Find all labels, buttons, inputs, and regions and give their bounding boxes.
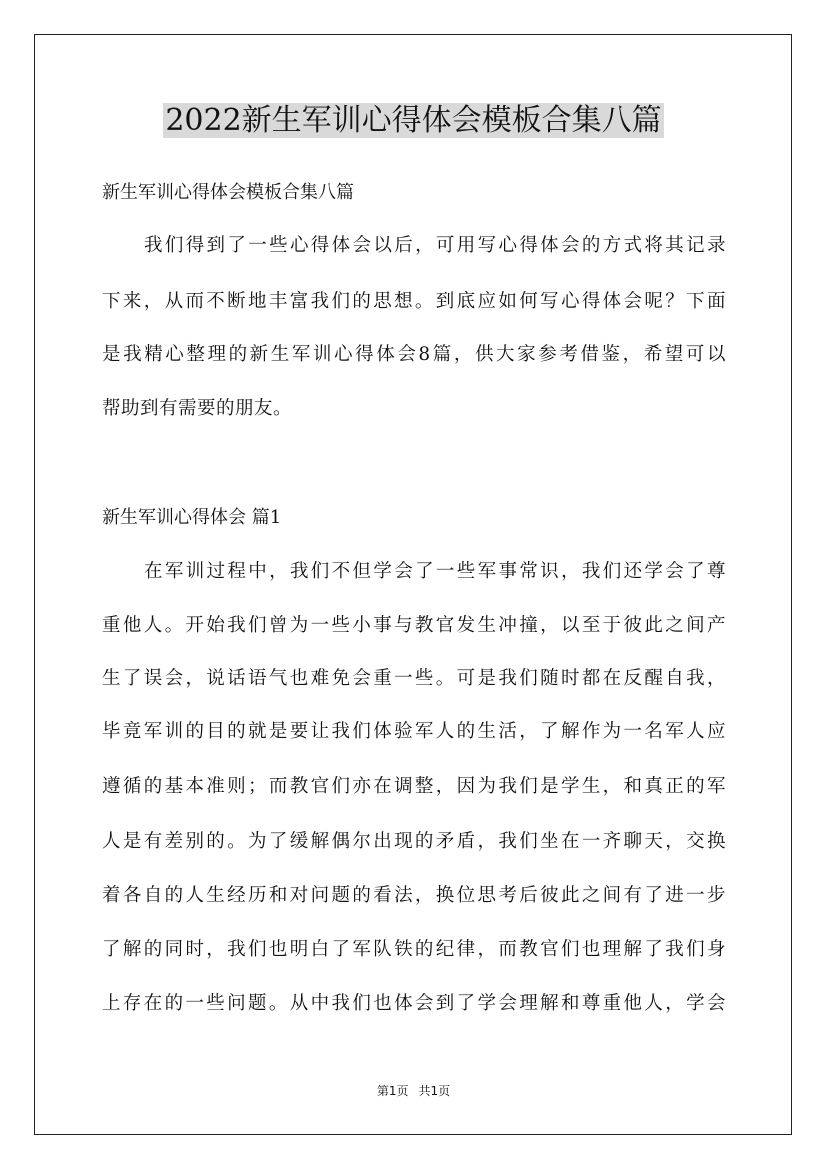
section-line: 着各自的人生经历和对问题的看法，换位思考后彼此之间有了进一步 (102, 885, 726, 906)
intro-line: 下来，从而不断地丰富我们的思想。到底应如何写心得体会呢？下面 (102, 291, 726, 312)
page-footer (0, 1083, 827, 1099)
section-line: 重他人。开始我们曾为一些小事与教官发生冲撞，以至于彼此之间产 (102, 615, 726, 636)
section-line: 毕竟军训的目的就是要让我们体验军人的生活，了解作为一名军人应 (102, 721, 726, 742)
page-number-total: 共1页 (418, 1084, 451, 1098)
page-number-current: 第1页 (376, 1084, 409, 1098)
document-subtitle: 新生军训心得体会模板合集八篇 (102, 182, 354, 203)
section-line: 在军训过程中，我们不但学会了一些军事常识，我们还学会了尊 (144, 561, 726, 582)
section-line: 人是有差别的。为了缓解偶尔出现的矛盾，我们坐在一齐聊天，交换 (102, 831, 726, 852)
document-title-text: 2022新生军训心得体会模板合集八篇 (165, 103, 662, 138)
intro-line: 帮助到有需要的朋友。 (102, 398, 293, 419)
section-line: 上存在的一些问题。从中我们也体会到了学会理解和尊重他人，学会 (102, 993, 726, 1014)
document-title (0, 100, 827, 142)
intro-line: 是我精心整理的新生军训心得体会8篇，供大家参考借鉴，希望可以 (102, 344, 726, 365)
section-heading: 新生军训心得体会 篇1 (102, 507, 282, 528)
section-line: 了解的同时，我们也明白了军队铁的纪律，而教官们也理解了我们身 (102, 939, 726, 960)
section-line: 生了误会，说话语气也难免会重一些。可是我们随时都在反醒自我， (102, 668, 726, 689)
section-line: 遵循的基本准则；而教官们亦在调整，因为我们是学生，和真正的军 (102, 776, 726, 797)
intro-line: 我们得到了一些心得体会以后，可用写心得体会的方式将其记录 (144, 235, 726, 256)
